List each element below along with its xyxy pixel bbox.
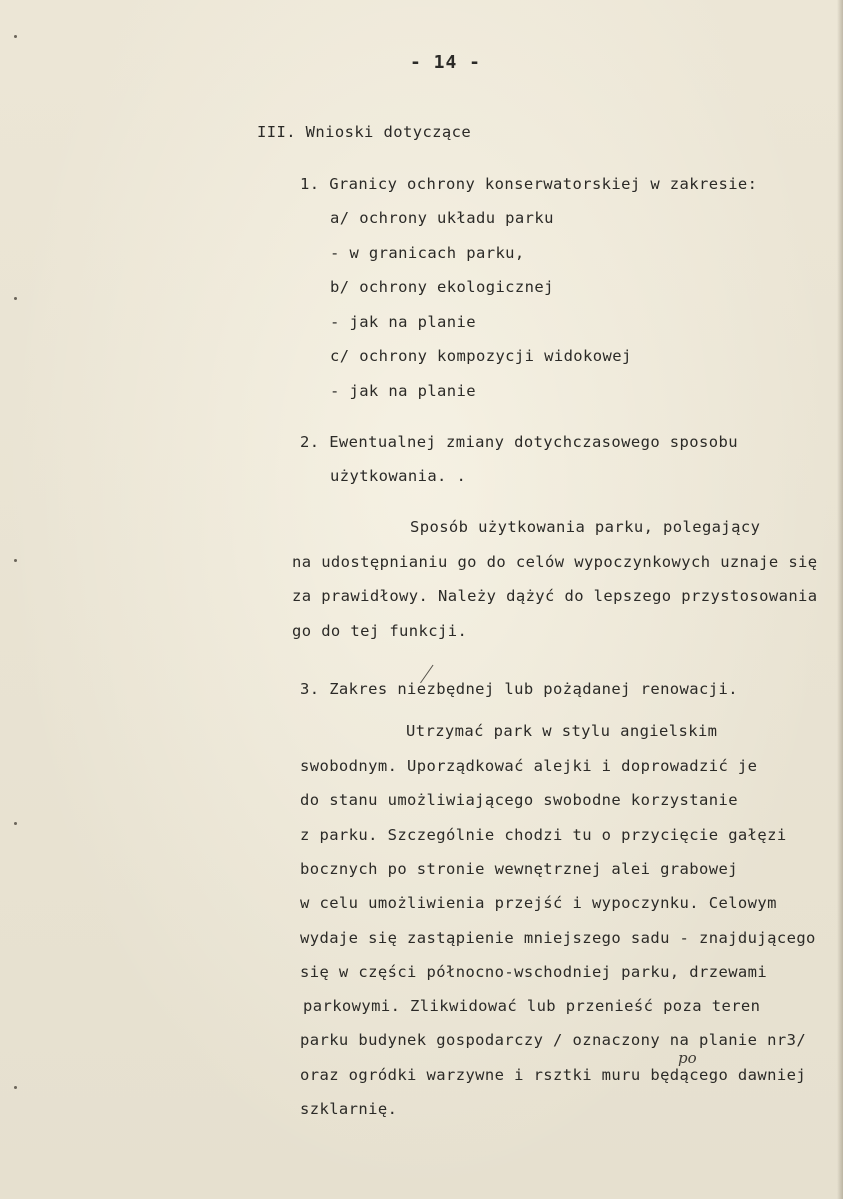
item3-paragraph-line: z parku. Szczególnie chodzi tu o przycięcie gałęzi: [300, 826, 787, 844]
item1-line: - jak na planie: [330, 313, 476, 331]
page-number: - 14 -: [410, 52, 482, 73]
item3-paragraph-line: swobodnym. Uporządkować alejki i doprowadzić je: [300, 757, 758, 775]
item3-title: 3. Zakres niezbędnej lub pożądanej renowacji.: [300, 680, 738, 698]
item3-paragraph-line: szklarnię.: [300, 1100, 398, 1118]
item3-paragraph-line: w celu umożliwienia przejść i wypoczynku. Celowym: [300, 894, 777, 912]
section-heading: III. Wnioski dotyczące: [257, 123, 472, 141]
item1-title: 1. Granicy ochrony konserwatorskiej w zakresie:: [300, 175, 758, 193]
item3-paragraph-line: parkowymi. Zlikwidować lub przenieść poza teren: [303, 997, 761, 1015]
item3-paragraph-line: się w części północno-wschodniej parku, drzewami: [300, 963, 768, 981]
item3-paragraph-line: oraz ogródki warzywne i rsztki muru będącego dawniej: [300, 1066, 807, 1084]
punch-hole-mark: [14, 1086, 17, 1089]
item2-paragraph-line: Sposób użytkowania parku, polegający: [410, 518, 761, 536]
item2-paragraph-line: za prawidłowy. Należy dążyć do lepszego przystosowania: [292, 587, 818, 605]
item2-paragraph-line: na udostępnianiu go do celów wypoczynkowych uznaje się: [292, 553, 818, 571]
item1-line: a/ ochrony układu parku: [330, 209, 554, 227]
item2-paragraph-line: go do tej funkcji.: [292, 622, 468, 640]
item2-title: 2. Ewentualnej zmiany dotychczasowego sposobu: [300, 433, 738, 451]
item3-paragraph-line: parku budynek gospodarczy / oznaczony na planie nr3/: [300, 1031, 807, 1049]
punch-hole-mark: [14, 822, 17, 825]
punch-hole-mark: [14, 297, 17, 300]
item1-line: b/ ochrony ekologicznej: [330, 278, 554, 296]
item1-line: c/ ochrony kompozycji widokowej: [330, 347, 632, 365]
item3-paragraph-line: Utrzymać park w stylu angielskim: [406, 722, 718, 740]
punch-hole-mark: [14, 35, 17, 38]
item3-paragraph-line: bocznych po stronie wewnętrznej alei grabowej: [300, 860, 738, 878]
item2-title-cont: użytkowania. .: [330, 467, 467, 485]
item3-paragraph-line: wydaje się zastąpienie mniejszego sadu - znajdującego: [300, 929, 816, 947]
page-edge-shadow: [837, 0, 843, 1199]
item1-line: - jak na planie: [330, 382, 476, 400]
item1-line: - w granicach parku,: [330, 244, 525, 262]
item3-paragraph-line: do stanu umożliwiającego swobodne korzystanie: [300, 791, 738, 809]
handwritten-note: po: [678, 1049, 697, 1067]
punch-hole-mark: [14, 559, 17, 562]
